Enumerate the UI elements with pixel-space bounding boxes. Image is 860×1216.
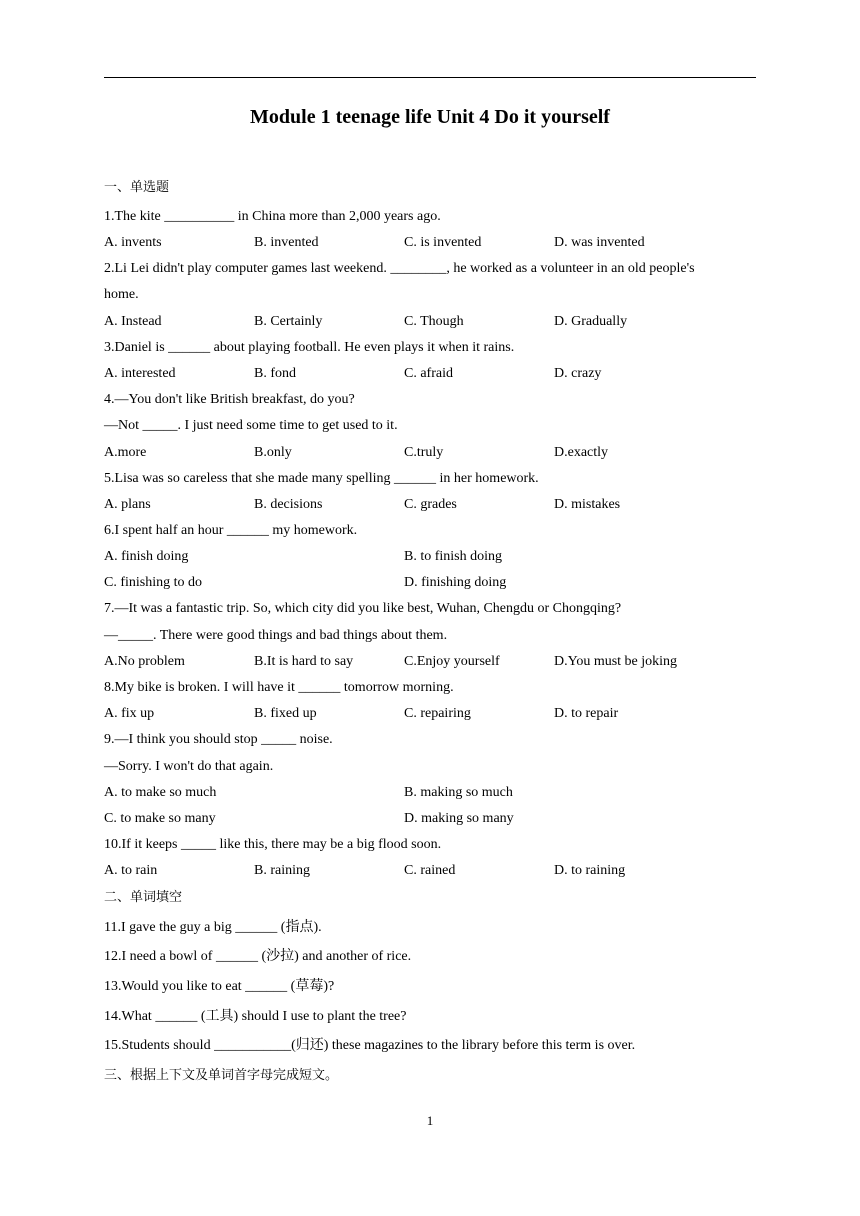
question-5-option-b: B. decisions [254, 497, 323, 512]
document-title: Module 1 teenage life Unit 4 Do it yourself [250, 106, 610, 128]
fill-question-13: 13.Would you like to eat ______ (草莓)? [104, 979, 335, 994]
question-6-option-a: A. finish doing [104, 549, 189, 564]
section-heading-word-fill: 二、单词填空 [104, 890, 183, 905]
question-4-option-c: C.truly [404, 445, 444, 460]
question-7-option-b: B.It is hard to say [254, 654, 354, 669]
question-7-stem-continued: —_____. There were good things and bad things about them. [104, 628, 448, 643]
question-4-stem-continued: —Not _____. I just need some time to get used to it. [104, 418, 398, 433]
fill-question-11: 11.I gave the guy a big ______ (指点). [104, 920, 322, 935]
question-1-option-a: A. invents [104, 235, 162, 250]
question-7-option-c: C.Enjoy yourself [404, 654, 500, 669]
header-rule [104, 77, 756, 78]
question-9-option-b: B. making so much [404, 785, 513, 800]
question-9-option-c: C. to make so many [104, 811, 216, 826]
question-6-option-c: C. finishing to do [104, 575, 203, 590]
page-number: 1 [426, 1113, 434, 1128]
question-9-option-a: A. to make so much [104, 785, 217, 800]
question-3-option-c: C. afraid [404, 366, 453, 381]
fill-question-15: 15.Students should ___________(归还) these magazines to the library before this term is over. [104, 1038, 636, 1053]
question-1-stem: 1.The kite __________ in China more than 2,000 years ago. [104, 209, 441, 224]
question-2-option-c: C. Though [404, 314, 464, 329]
question-3-option-b: B. fond [254, 366, 296, 381]
question-5-option-c: C. grades [404, 497, 457, 512]
question-1-option-d: D. was invented [554, 235, 645, 250]
question-3-stem: 3.Daniel is ______ about playing football. He even plays it when it rains. [104, 340, 515, 355]
question-5-option-a: A. plans [104, 497, 151, 512]
question-2-option-b: B. Certainly [254, 314, 323, 329]
question-7-option-a: A.No problem [104, 654, 185, 669]
question-7-option-d: D.You must be joking [554, 654, 678, 669]
question-10-option-c: C. rained [404, 863, 456, 878]
question-8-option-a: A. fix up [104, 706, 155, 721]
question-9-stem-continued: —Sorry. I won't do that again. [104, 759, 274, 774]
question-6-stem: 6.I spent half an hour ______ my homework. [104, 523, 358, 538]
question-6-option-b: B. to finish doing [404, 549, 503, 564]
question-9-option-d: D. making so many [404, 811, 514, 826]
fill-question-14: 14.What ______ (工具) should I use to plant the tree? [104, 1009, 407, 1024]
question-8-stem: 8.My bike is broken. I will have it ______ tomorrow morning. [104, 680, 454, 695]
question-8-option-d: D. to repair [554, 706, 619, 721]
question-6-option-d: D. finishing doing [404, 575, 507, 590]
question-10-option-b: B. raining [254, 863, 310, 878]
question-10-option-d: D. to raining [554, 863, 626, 878]
question-2-option-d: D. Gradually [554, 314, 628, 329]
question-5-option-d: D. mistakes [554, 497, 621, 512]
question-4-option-b: B.only [254, 445, 292, 460]
question-9-stem: 9.—I think you should stop _____ noise. [104, 732, 333, 747]
question-4-option-a: A.more [104, 445, 147, 460]
question-1-option-b: B. invented [254, 235, 319, 250]
section-heading-single-choice: 一、单选题 [104, 180, 170, 195]
question-3-option-a: A. interested [104, 366, 176, 381]
question-8-option-c: C. repairing [404, 706, 471, 721]
question-4-stem: 4.—You don't like British breakfast, do you? [104, 392, 355, 407]
question-3-option-d: D. crazy [554, 366, 602, 381]
question-1-option-c: C. is invented [404, 235, 482, 250]
question-2-stem: 2.Li Lei didn't play computer games last weekend. ________, he worked as a volunteer in an old people's [104, 261, 695, 276]
question-8-option-b: B. fixed up [254, 706, 317, 721]
question-5-stem: 5.Lisa was so careless that she made many spelling ______ in her homework. [104, 471, 539, 486]
question-10-option-a: A. to rain [104, 863, 158, 878]
question-2-option-a: A. Instead [104, 314, 162, 329]
question-10-stem: 10.If it keeps _____ like this, there may be a big flood soon. [104, 837, 442, 852]
question-2-stem-continued: home. [104, 287, 139, 302]
section-heading-cloze: 三、根据上下文及单词首字母完成短文。 [104, 1068, 339, 1083]
question-7-stem: 7.—It was a fantastic trip. So, which city did you like best, Wuhan, Chengdu or Chongqing? [104, 601, 622, 616]
fill-question-12: 12.I need a bowl of ______ (沙拉) and another of rice. [104, 949, 412, 964]
question-4-option-d: D.exactly [554, 445, 609, 460]
